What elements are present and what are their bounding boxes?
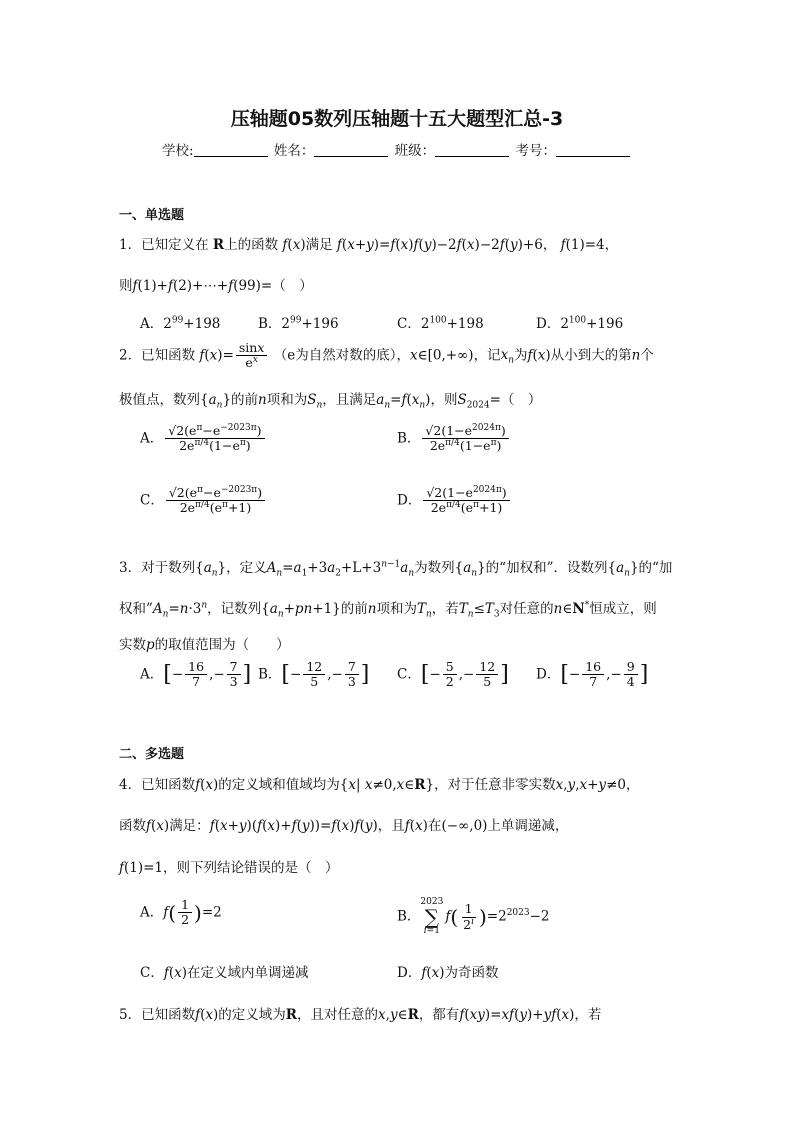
section-heading: 一、单选题 <box>119 208 185 223</box>
question-4-line-2: 函数f(x)满足：f(x+y)(f(x)+f(y))=f(x)f(y)，且f(x)在(−∞,0)上单调递减， <box>119 818 569 834</box>
question-number: 3． <box>119 560 142 576</box>
school-label: 学校: <box>162 143 194 159</box>
question-3-line-3: 实数p的取值范围为（ ） <box>119 637 290 653</box>
option-d[interactable]: D．f(x)为奇函数 <box>397 965 499 981</box>
option-c[interactable]: C．[− $\frac{5}{2}$ ,− $\frac{12}{5}$ ] <box>397 659 509 690</box>
option-b[interactable]: B． 2023 ∑ i=1 f( $\frac{1}{2^i}$ )$=2^{2023}-2$ <box>397 897 550 936</box>
name-blank <box>314 144 388 157</box>
question-4-line-3: f(1)=1，则下列结论错误的是（ ） <box>119 860 339 876</box>
question-1-line-2: 则f(1)+f(2)+⋯+f(99)=（ ） <box>119 278 313 294</box>
question-1-line-1: 1．已知定义在 R上的函数 f(x)满足 f(x+y)=f(x)f(y)−2f(x)−2f(y)+6， f(1)=4， <box>119 237 619 253</box>
exam-no-blank <box>556 144 630 157</box>
question-number: 1． <box>119 237 142 253</box>
option-b[interactable]: B．$2^{99}+196$ <box>258 315 339 332</box>
section-heading: 二、多选题 <box>119 747 185 762</box>
question-2-line-2: 极值点，数列$\{a_n\}$的前n项和为$S_n$，且满足$a_n=f(x_n)$，则$S_{2024}=$（ ） <box>119 392 542 411</box>
exam-no-label: 考号： <box>515 143 556 159</box>
question-number: 2． <box>119 347 142 364</box>
student-info-line <box>0 139 794 159</box>
option-d[interactable]: D．$2^{100}+196$ <box>536 315 624 332</box>
class-blank <box>435 144 509 157</box>
option-c[interactable]: C． $\frac{√2(e^\pi-e^{-2023\pi})}{2e^{\pi/4}(e^\pi+1)}$ <box>140 486 267 516</box>
option-a[interactable]: A． $\frac{√2(e^\pi-e^{-2023\pi})}{2e^{\pi/4}(1-e^\pi)}$ <box>140 424 267 454</box>
name-label: 姓名： <box>273 143 315 159</box>
question-5-line-1: 5．已知函数f(x)的定义域为R，且对任意的x,y∈R，都有f(xy)=xf(y)+yf(x)，若 <box>119 1007 602 1023</box>
option-a[interactable]: A．[− $\frac{16}{7}$ ,− $\frac{7}{3}$ ] <box>140 659 252 690</box>
option-c[interactable]: C．f(x)在定义域内单调递减 <box>140 965 309 981</box>
option-c[interactable]: C．$2^{100}+198$ <box>397 315 484 332</box>
question-2-line-1: 2．已知函数 f(x)= $\frac{\sin x}{e^x}$ （e为自然对数的底），x∈[0,+∞)，记$x_n$为f(x)从小到大的第n个 <box>119 340 654 371</box>
class-label: 班级： <box>394 143 436 159</box>
option-a[interactable]: A．f( $\frac{1}{2}$ )=2 <box>140 897 222 928</box>
question-3-line-2: 权和$”A_n=n\cdot 3^n$，记数列$\{a_n+pn+1\}$的前n项和为$T_n$，若$T_n\le T_3$对任意的n∈N*恒成立，则 <box>119 600 657 620</box>
question-number: 5． <box>119 1007 142 1023</box>
question-number: 4． <box>119 777 142 793</box>
option-d[interactable]: D．[− $\frac{16}{7}$ ,− $\frac{9}{4}$ ] <box>536 659 649 690</box>
option-b[interactable]: B．[− $\frac{12}{5}$ ,− $\frac{7}{3}$ ] <box>258 659 370 690</box>
question-3-line-1: 3．对于数列$\{a_n\}$，定义$A_n=a_1+3a_2+L+3^{n-1}a_n$为数列$\{a_n\}$的“加权和”．设数列$\{a_n\}$的“加 <box>119 559 673 579</box>
option-d[interactable]: D． $\frac{√2(1-e^{2024\pi})}{2e^{\pi/4}(e^\pi+1)}$ <box>397 486 512 516</box>
question-4-line-1: 4．已知函数f(x)的定义域和值域均为{x| x≠0,x∈R}，对于任意非零实数x,y,x+y≠0， <box>119 777 640 793</box>
school-blank <box>194 144 268 157</box>
option-a[interactable]: A．$2^{99}+198$ <box>140 315 221 332</box>
option-b[interactable]: B． $\frac{√2(1-e^{2024\pi})}{2e^{\pi/4}(1-e^\pi)}$ <box>397 424 511 454</box>
page-title: 压轴题05数列压轴题十五大题型汇总-3 <box>230 108 564 130</box>
